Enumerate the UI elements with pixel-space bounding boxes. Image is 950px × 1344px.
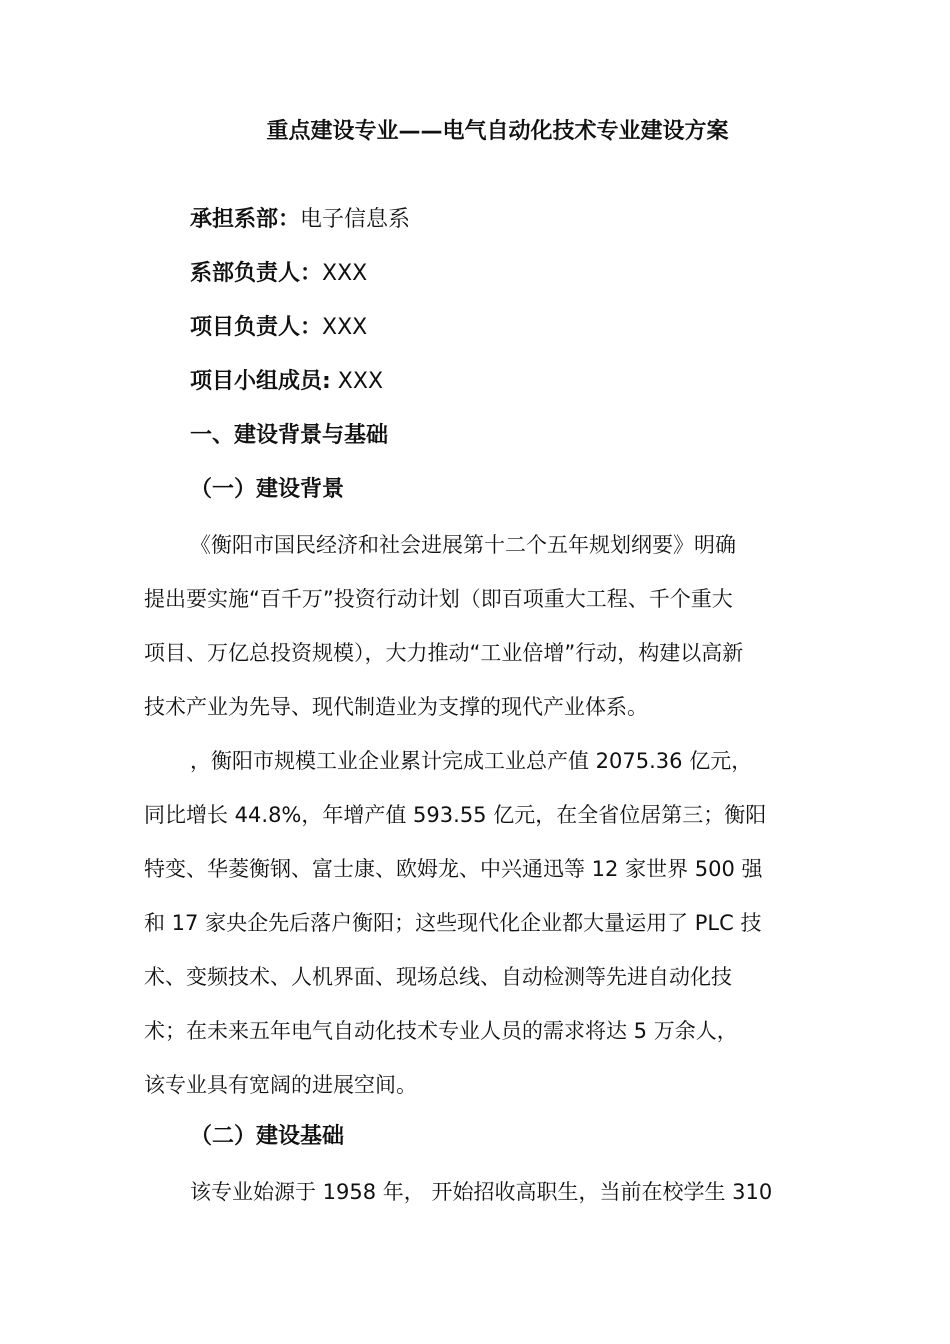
meta-department [190, 202, 410, 238]
paragraph-line: 技术产业为先导、现代制造业为支撑的现代产业体系。 [144, 695, 648, 719]
meta-team-members [190, 364, 383, 400]
paragraph-line: 《衡阳市国民经济和社会进展第十二个五年规划纲要》明确 [190, 533, 736, 557]
section-heading-background-foundation: 一、建设背景与基础 [190, 423, 389, 448]
paragraph-line: 特变、华菱衡钢、富士康、欧姆龙、中兴通迅等 12 家世界 500 强 [144, 857, 763, 881]
meta-project-head-value: XXX [322, 315, 368, 340]
subsection-heading-background: （一）建设背景 [190, 477, 345, 502]
paragraph-line: ，衡阳市规模工业企业累计完成工业总产值 2075.36 亿元， [190, 749, 753, 773]
meta-team-members-label: 项目小组成员: [190, 369, 331, 394]
meta-department-head-value: XXX [322, 261, 368, 286]
paragraph-line: 术；在未来五年电气自动化技术专业人员的需求将达 5 万余人， [144, 1019, 738, 1043]
meta-department-label: 承担系部： [190, 207, 301, 232]
paragraph-line: 术、变频技术、人机界面、现场总线、自动检测等先进自动化技 [144, 965, 732, 989]
paragraph-foundation [144, 1165, 824, 1219]
paragraph-line: 该专业具有宽阔的进展空间。 [144, 1073, 417, 1097]
document-title: 重点建设专业——电气自动化技术专业建设方案 [266, 119, 729, 144]
paragraph-line: 和 17 家央企先后落户衡阳；这些现代化企业都大量运用了 PLC 技 [144, 911, 762, 935]
meta-department-value: 电子信息系 [300, 207, 411, 232]
meta-project-head [190, 310, 367, 346]
meta-project-head-label: 项目负责人： [190, 315, 323, 340]
meta-department-head-label: 系部负责人： [190, 261, 323, 286]
paragraph-line: 该专业始源于 1958 年， 开始招收高职生，当前在校学生 310 [190, 1180, 773, 1204]
paragraph-industry-stats [144, 734, 824, 1112]
paragraph-background-plan [144, 518, 824, 734]
paragraph-line: 项目、万亿总投资规模），大力推动“工业倍增”行动，构建以高新 [144, 641, 744, 665]
meta-team-members-value: XXX [330, 369, 384, 394]
subsection-heading-foundation: （二）建设基础 [190, 1124, 345, 1149]
paragraph-line: 同比增长 44.8%，年增产值 593.55 亿元，在全省位居第三；衡阳 [144, 803, 767, 827]
paragraph-line: 提出要实施“百千万”投资行动计划（即百项重大工程、千个重大 [144, 587, 733, 611]
meta-department-head [190, 256, 367, 292]
